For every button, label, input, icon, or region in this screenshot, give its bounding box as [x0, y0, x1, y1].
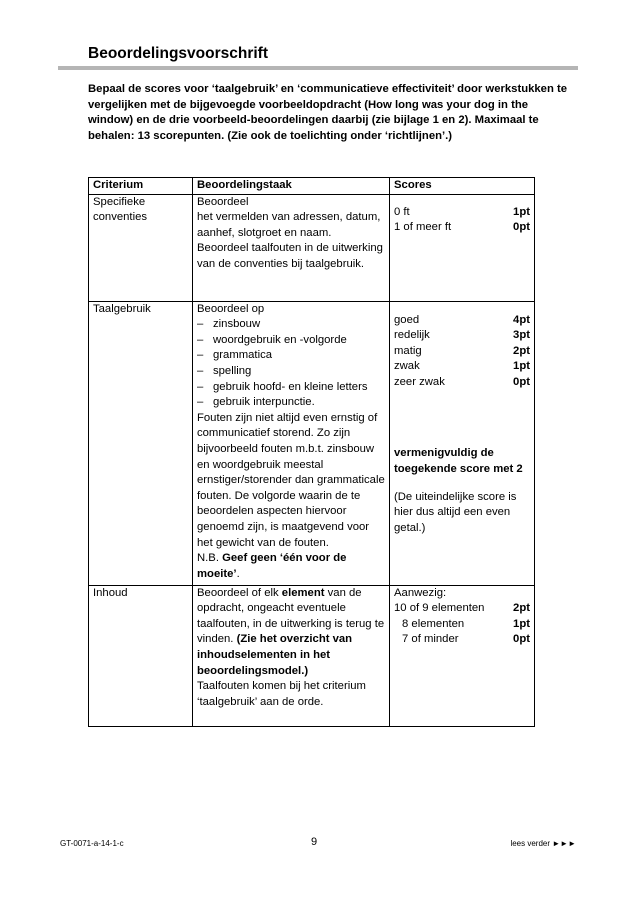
score-points: 0pt — [513, 633, 530, 646]
scoring-table — [88, 177, 535, 727]
criterium-cell: Inhoud — [89, 585, 193, 726]
list-item: – woordgebruik en -volgorde — [197, 333, 385, 349]
intro-paragraph: Bepaal de scores voor ‘taalgebruik’ en ‘communicatieve effectiviteit’ door werkstukken te vergelijken met de bijgevoegde voorbeeldopdracht (How long was your dog in the window) en de drie voorbeeld-beoordelingen daarbij (zie bijlage 1 en 2). Maximaal te behalen: 13 scorepunten. (Zie ook de toelichting onder ‘richtlijnen’.) — [88, 83, 568, 143]
list-item: – zinsbouw — [197, 317, 385, 333]
task-cell — [193, 194, 390, 301]
score-row — [394, 632, 530, 648]
score-points: 0pt — [513, 375, 530, 388]
header-criterium: Criterium — [89, 178, 193, 195]
list-item: – gebruik interpunctie. — [197, 395, 385, 411]
list-item: – grammatica — [197, 348, 385, 364]
scores-label: Aanwezig: — [394, 586, 447, 599]
header-beoordelingstaak: Beoordelingstaak — [193, 178, 390, 195]
score-points: 1pt — [513, 360, 530, 373]
score-row — [394, 205, 530, 221]
task-cell — [193, 301, 390, 585]
table-row — [89, 301, 535, 585]
score-label: redelijk — [394, 329, 430, 342]
criterium-cell: Specifieke conventies — [89, 194, 193, 301]
score-row — [394, 617, 530, 633]
score-points: 2pt — [513, 602, 530, 615]
score-label: 7 of minder — [402, 633, 459, 646]
score-points: 1pt — [513, 617, 530, 630]
score-label: 0 ft — [394, 205, 410, 218]
table-header-row — [89, 178, 535, 195]
criterium-cell: Taalgebruik — [89, 301, 193, 585]
table-row — [89, 194, 535, 301]
scores-cell — [390, 301, 535, 585]
score-row — [394, 359, 530, 375]
footer-code: GT-0071-a-14-1-c — [60, 839, 124, 848]
score-points: 1pt — [513, 205, 530, 218]
aspect-list — [197, 317, 385, 411]
list-item: – gebruik hoofd- en kleine letters — [197, 380, 385, 396]
score-label: 1 of meer ft — [394, 221, 452, 234]
nb-note: N.B. Geef geen ‘één voor de moeite’. — [197, 552, 347, 580]
score-row — [394, 328, 530, 344]
header-scores: Scores — [390, 178, 535, 195]
score-row — [394, 313, 530, 329]
score-points: 2pt — [513, 344, 530, 357]
task-paragraph: Taalfouten komen bij het criterium ‘taalgebruik’ aan de orde. — [197, 680, 366, 708]
list-item: – spelling — [197, 364, 385, 380]
score-row — [394, 220, 530, 236]
even-note: (De uiteindelijke score is hier dus altijd een even getal.) — [394, 490, 517, 534]
score-row — [394, 601, 530, 617]
table-row — [89, 585, 535, 726]
task-line: Beoordeel op — [197, 302, 265, 315]
page-title: Beoordelingsvoorschrift — [88, 45, 268, 62]
score-label: goed — [394, 313, 420, 326]
score-label: 10 of 9 elementen — [394, 602, 485, 615]
score-row — [394, 375, 530, 391]
next-page-link: lees verder ►►► — [510, 839, 576, 848]
score-points: 0pt — [513, 221, 530, 234]
score-label: zeer zwak — [394, 375, 445, 388]
score-points: 3pt — [513, 329, 530, 342]
multiply-note: vermenigvuldig de toegekende score met 2 — [394, 446, 523, 475]
score-label: 8 elementen — [402, 617, 465, 630]
task-line: Beoordeel — [197, 195, 249, 208]
task-cell — [193, 585, 390, 726]
score-label: zwak — [394, 360, 420, 373]
page-number: 9 — [311, 836, 318, 848]
task-paragraph: Fouten zijn niet altijd even ernstig of communicatief storend. Zo zijn bijvoorbeeld fouten m.b.t. zinsbouw en woordgebruik meestal ernstiger/storender dan grammaticale fouten. De volgorde waarin de te beoordelen aspecten hiervoor genoemd zijn, is maatgevend voor het gewicht van de fouten. — [197, 411, 385, 549]
score-points: 4pt — [513, 313, 530, 326]
score-row — [394, 344, 530, 360]
scores-cell — [390, 585, 535, 726]
task-line: het vermelden van adressen, datum, aanhef, slotgroet en naam. — [197, 211, 381, 239]
task-paragraph: Beoordeel of elk element van de opdracht, ongeacht eventuele taalfouten, in de uitwerking is terug te vinden. (Zie het overzicht van inhoudselementen in het beoordelingsmodel.) — [197, 586, 385, 677]
task-line: Beoordeel taalfouten in de uitwerking van de conventies bij taalgebruik. — [197, 242, 383, 270]
scores-cell — [390, 194, 535, 301]
title-divider — [58, 66, 578, 70]
score-label: matig — [394, 344, 422, 357]
